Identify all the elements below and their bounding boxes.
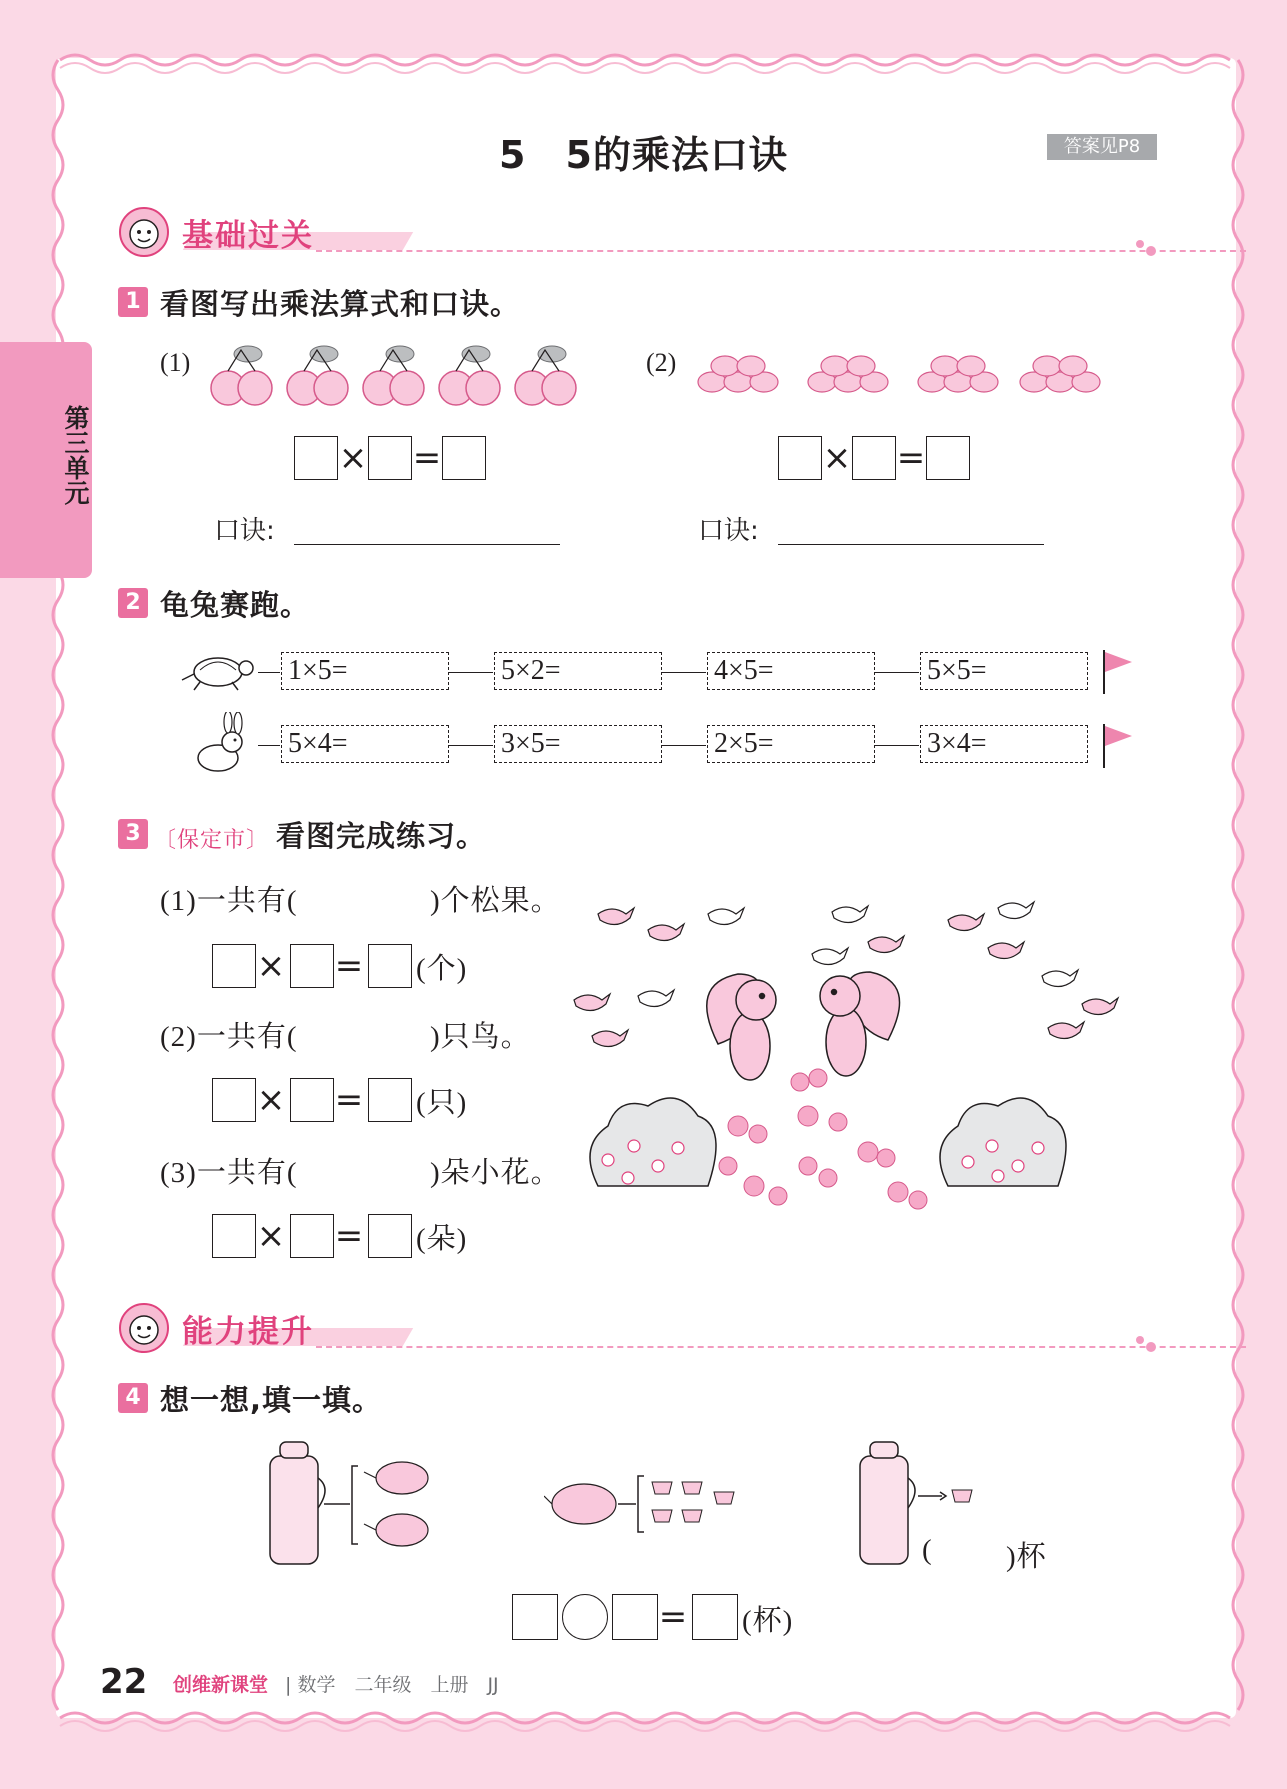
- race-equation-box[interactable]: 4×5=: [707, 652, 875, 690]
- unit-label: (朵): [416, 1223, 468, 1255]
- divider-dot: [1146, 1342, 1156, 1352]
- race-connector: [258, 672, 280, 673]
- equals-sign: =: [334, 1216, 364, 1256]
- cups-blank-close[interactable]: )杯: [1006, 1541, 1047, 1573]
- answer-box[interactable]: [212, 1078, 256, 1122]
- footer-brand: 创维新课堂: [173, 1674, 269, 1696]
- answer-box[interactable]: [212, 944, 256, 988]
- race-connector: [875, 745, 919, 746]
- race-connector: [662, 745, 706, 746]
- koujue-answer-line[interactable]: [778, 544, 1044, 545]
- race-equation-box[interactable]: 1×5=: [281, 652, 449, 690]
- koujue-label: 口诀:: [214, 516, 275, 546]
- answer-box[interactable]: [290, 1214, 334, 1258]
- student-avatar-icon: [116, 204, 172, 260]
- equals-sign: =: [658, 1597, 688, 1637]
- squirrels: [707, 972, 900, 1080]
- page-title: 5 5的乘法口诀: [499, 133, 788, 177]
- times-sign: ×: [822, 438, 852, 478]
- unit-side-tab-label: 第三单元: [61, 405, 90, 505]
- divider-dot: [1136, 240, 1144, 248]
- sub-label: (2): [646, 348, 677, 377]
- equation-row: [294, 436, 504, 480]
- student-avatar-icon: [116, 1300, 172, 1356]
- unit-label: (杯): [742, 1605, 794, 1637]
- race-connector: [449, 745, 493, 746]
- question-number: 3: [118, 819, 148, 849]
- operator-circle[interactable]: [562, 1594, 608, 1640]
- times-sign: ×: [256, 1216, 286, 1256]
- divider-dot: [1136, 1336, 1144, 1344]
- divider-dot: [1146, 246, 1156, 256]
- race-equation-box[interactable]: 5×5=: [920, 652, 1088, 690]
- question-number: 2: [118, 588, 148, 618]
- question-text: 想一想,填一填。: [160, 1383, 383, 1417]
- cups-blank-open: (: [922, 1534, 933, 1566]
- thermos-to-teapots-diagram: [262, 1438, 448, 1568]
- times-sign: ×: [256, 1080, 286, 1120]
- times-sign: ×: [256, 946, 286, 986]
- race-equation-box[interactable]: 5×2=: [494, 652, 662, 690]
- equals-sign: =: [334, 1080, 364, 1120]
- equals-sign: =: [334, 946, 364, 986]
- answer-box[interactable]: [368, 1078, 412, 1122]
- equation-row: [212, 944, 502, 988]
- race-equation-box[interactable]: 2×5=: [707, 725, 875, 763]
- race-equation-box[interactable]: 3×4=: [920, 725, 1088, 763]
- race-connector: [662, 672, 706, 673]
- section-divider: [316, 1346, 1246, 1348]
- answer-box[interactable]: [212, 1214, 256, 1258]
- answer-box[interactable]: [926, 436, 970, 480]
- equation-row: [512, 1594, 812, 1640]
- unit-label: (个): [416, 953, 468, 985]
- squirrels-birds-flowers-illustration: [568, 896, 1148, 1224]
- answer-box[interactable]: [368, 436, 412, 480]
- answer-reference-tag: 答案见P8: [1047, 134, 1157, 160]
- equals-sign: =: [412, 438, 442, 478]
- section-title: 基础过关: [182, 218, 314, 254]
- question-number: 4: [118, 1383, 148, 1413]
- count-question-suffix: )只鸟。: [430, 1021, 531, 1053]
- section-header-basic: [116, 204, 1156, 260]
- koujue-answer-line[interactable]: [294, 544, 560, 545]
- section-title: 能力提升: [182, 1314, 314, 1350]
- race-connector: [449, 672, 493, 673]
- koujue-label: 口诀:: [698, 516, 759, 546]
- question-text: 龟兔赛跑。: [160, 588, 311, 622]
- teapot-to-cups-diagram: [544, 1468, 744, 1538]
- question-text: 看图写出乘法算式和口诀。: [160, 287, 521, 321]
- race-connector: [258, 745, 280, 746]
- answer-box[interactable]: [852, 436, 896, 480]
- equation-row: [212, 1078, 502, 1122]
- answer-box[interactable]: [512, 1594, 558, 1640]
- answer-box[interactable]: [290, 944, 334, 988]
- finish-flag-icon: [1100, 648, 1136, 696]
- answer-box[interactable]: [294, 436, 338, 480]
- footer-book-info: | 数学 二年级 上册 JJ: [285, 1674, 499, 1696]
- answer-box[interactable]: [692, 1594, 738, 1640]
- race-equation-box[interactable]: 5×4=: [281, 725, 449, 763]
- pine-cones: [719, 1069, 927, 1209]
- sub-label: (1): [160, 348, 191, 377]
- question-number: 1: [118, 287, 148, 317]
- answer-box[interactable]: [368, 1214, 412, 1258]
- equals-sign: =: [896, 438, 926, 478]
- count-question-prefix: (1)一共有(: [160, 885, 298, 917]
- count-question-prefix: (2)一共有(: [160, 1021, 298, 1053]
- thermos-to-cup-diagram: [852, 1438, 982, 1568]
- equation-row: [212, 1214, 502, 1258]
- times-sign: ×: [338, 438, 368, 478]
- race-connector: [875, 672, 919, 673]
- count-question-suffix: )个松果。: [430, 885, 561, 917]
- answer-box[interactable]: [778, 436, 822, 480]
- rabbit-icon: [186, 712, 256, 776]
- cherries-picture: [208, 340, 578, 410]
- section-header-advanced: [116, 1300, 1156, 1356]
- section-divider: [316, 250, 1246, 252]
- equation-row: [778, 436, 988, 480]
- question-text: 看图完成练习。: [276, 819, 487, 853]
- mooncakes-picture: [694, 344, 1114, 404]
- answer-box[interactable]: [368, 944, 412, 988]
- count-question-prefix: (3)一共有(: [160, 1157, 298, 1189]
- answer-box[interactable]: [442, 436, 486, 480]
- count-question-suffix: )朵小花。: [430, 1157, 561, 1189]
- answer-box[interactable]: [290, 1078, 334, 1122]
- page-number: 22: [100, 1662, 148, 1702]
- finish-flag-icon: [1100, 722, 1136, 770]
- unit-label: (只): [416, 1087, 468, 1119]
- answer-box[interactable]: [612, 1594, 658, 1640]
- source-tag: 〔保定市〕: [154, 828, 270, 853]
- race-equation-box[interactable]: 3×5=: [494, 725, 662, 763]
- turtle-icon: [180, 646, 260, 696]
